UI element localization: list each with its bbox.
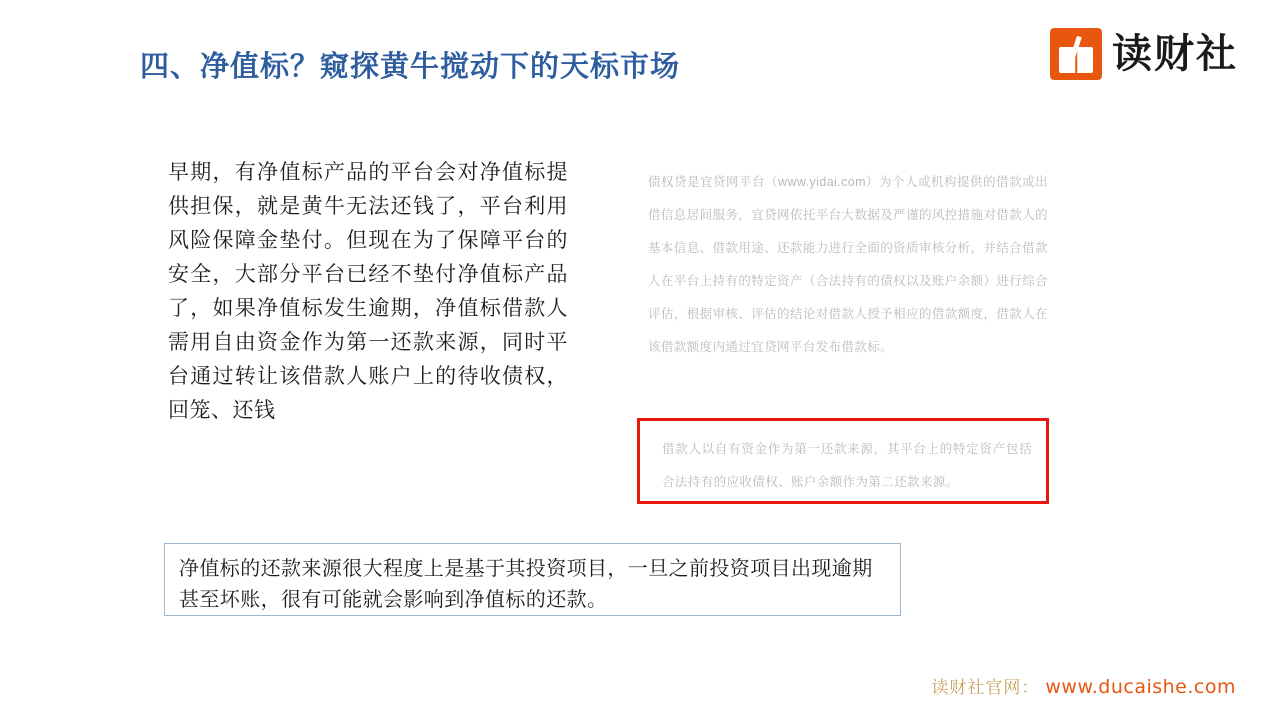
book-pen-icon (1050, 28, 1102, 80)
left-paragraph: 早期，有净值标产品的平台会对净值标提供担保，就是黄牛无法还钱了，平台利用风险保障金垫付。但现在为了保障平台的安全，大部分平台已经不垫付净值标产品了，如果净值标发生逾期，净值标借款人需用自由资金作为第一还款来源，同时平台通过转让该借款人账户上的待收债权，回笼、还钱 (168, 161, 568, 422)
footer-website-url[interactable]: www.ducaishe.com (1045, 676, 1236, 698)
highlight-box-text: 借款人以自有资金作为第一还款来源，其平台上的特定资产包括合法持有的应收债权、账户余额作为第二还款来源。 (662, 442, 1032, 489)
brand-logo (1050, 28, 1238, 80)
brand-name: 读财社 (1112, 31, 1238, 77)
footer-label: 读财社官网： (931, 678, 1040, 697)
right-quote-paragraph: 债权贷是宜贷网平台（www.yidai.com）为个人或机构提供的借款或出借信息居间服务，宜贷网依托平台大数据及严谨的风控措施对借款人的基本信息、借款用途、还款能力进行全面的资质审核分析，并结合借款人在平台上持有的特定资产（合法持有的债权以及账户余额）进行综合评估，根据审核、评估的结论对借款人授予相应的借款额度，借款人在该借款额度内通过宜贷网平台发布借款标。 (648, 175, 1048, 354)
highlight-box (637, 418, 1049, 504)
footer (931, 673, 1236, 698)
page-title: 四、净值标？窥探黄牛搅动下的天标市场 (140, 51, 681, 83)
callout-text: 净值标的还款来源很大程度上是基于其投资项目，一旦之前投资项目出现逾期甚至坏账，很有可能就会影响到净值标的还款。 (179, 558, 873, 611)
callout-box (164, 543, 901, 616)
